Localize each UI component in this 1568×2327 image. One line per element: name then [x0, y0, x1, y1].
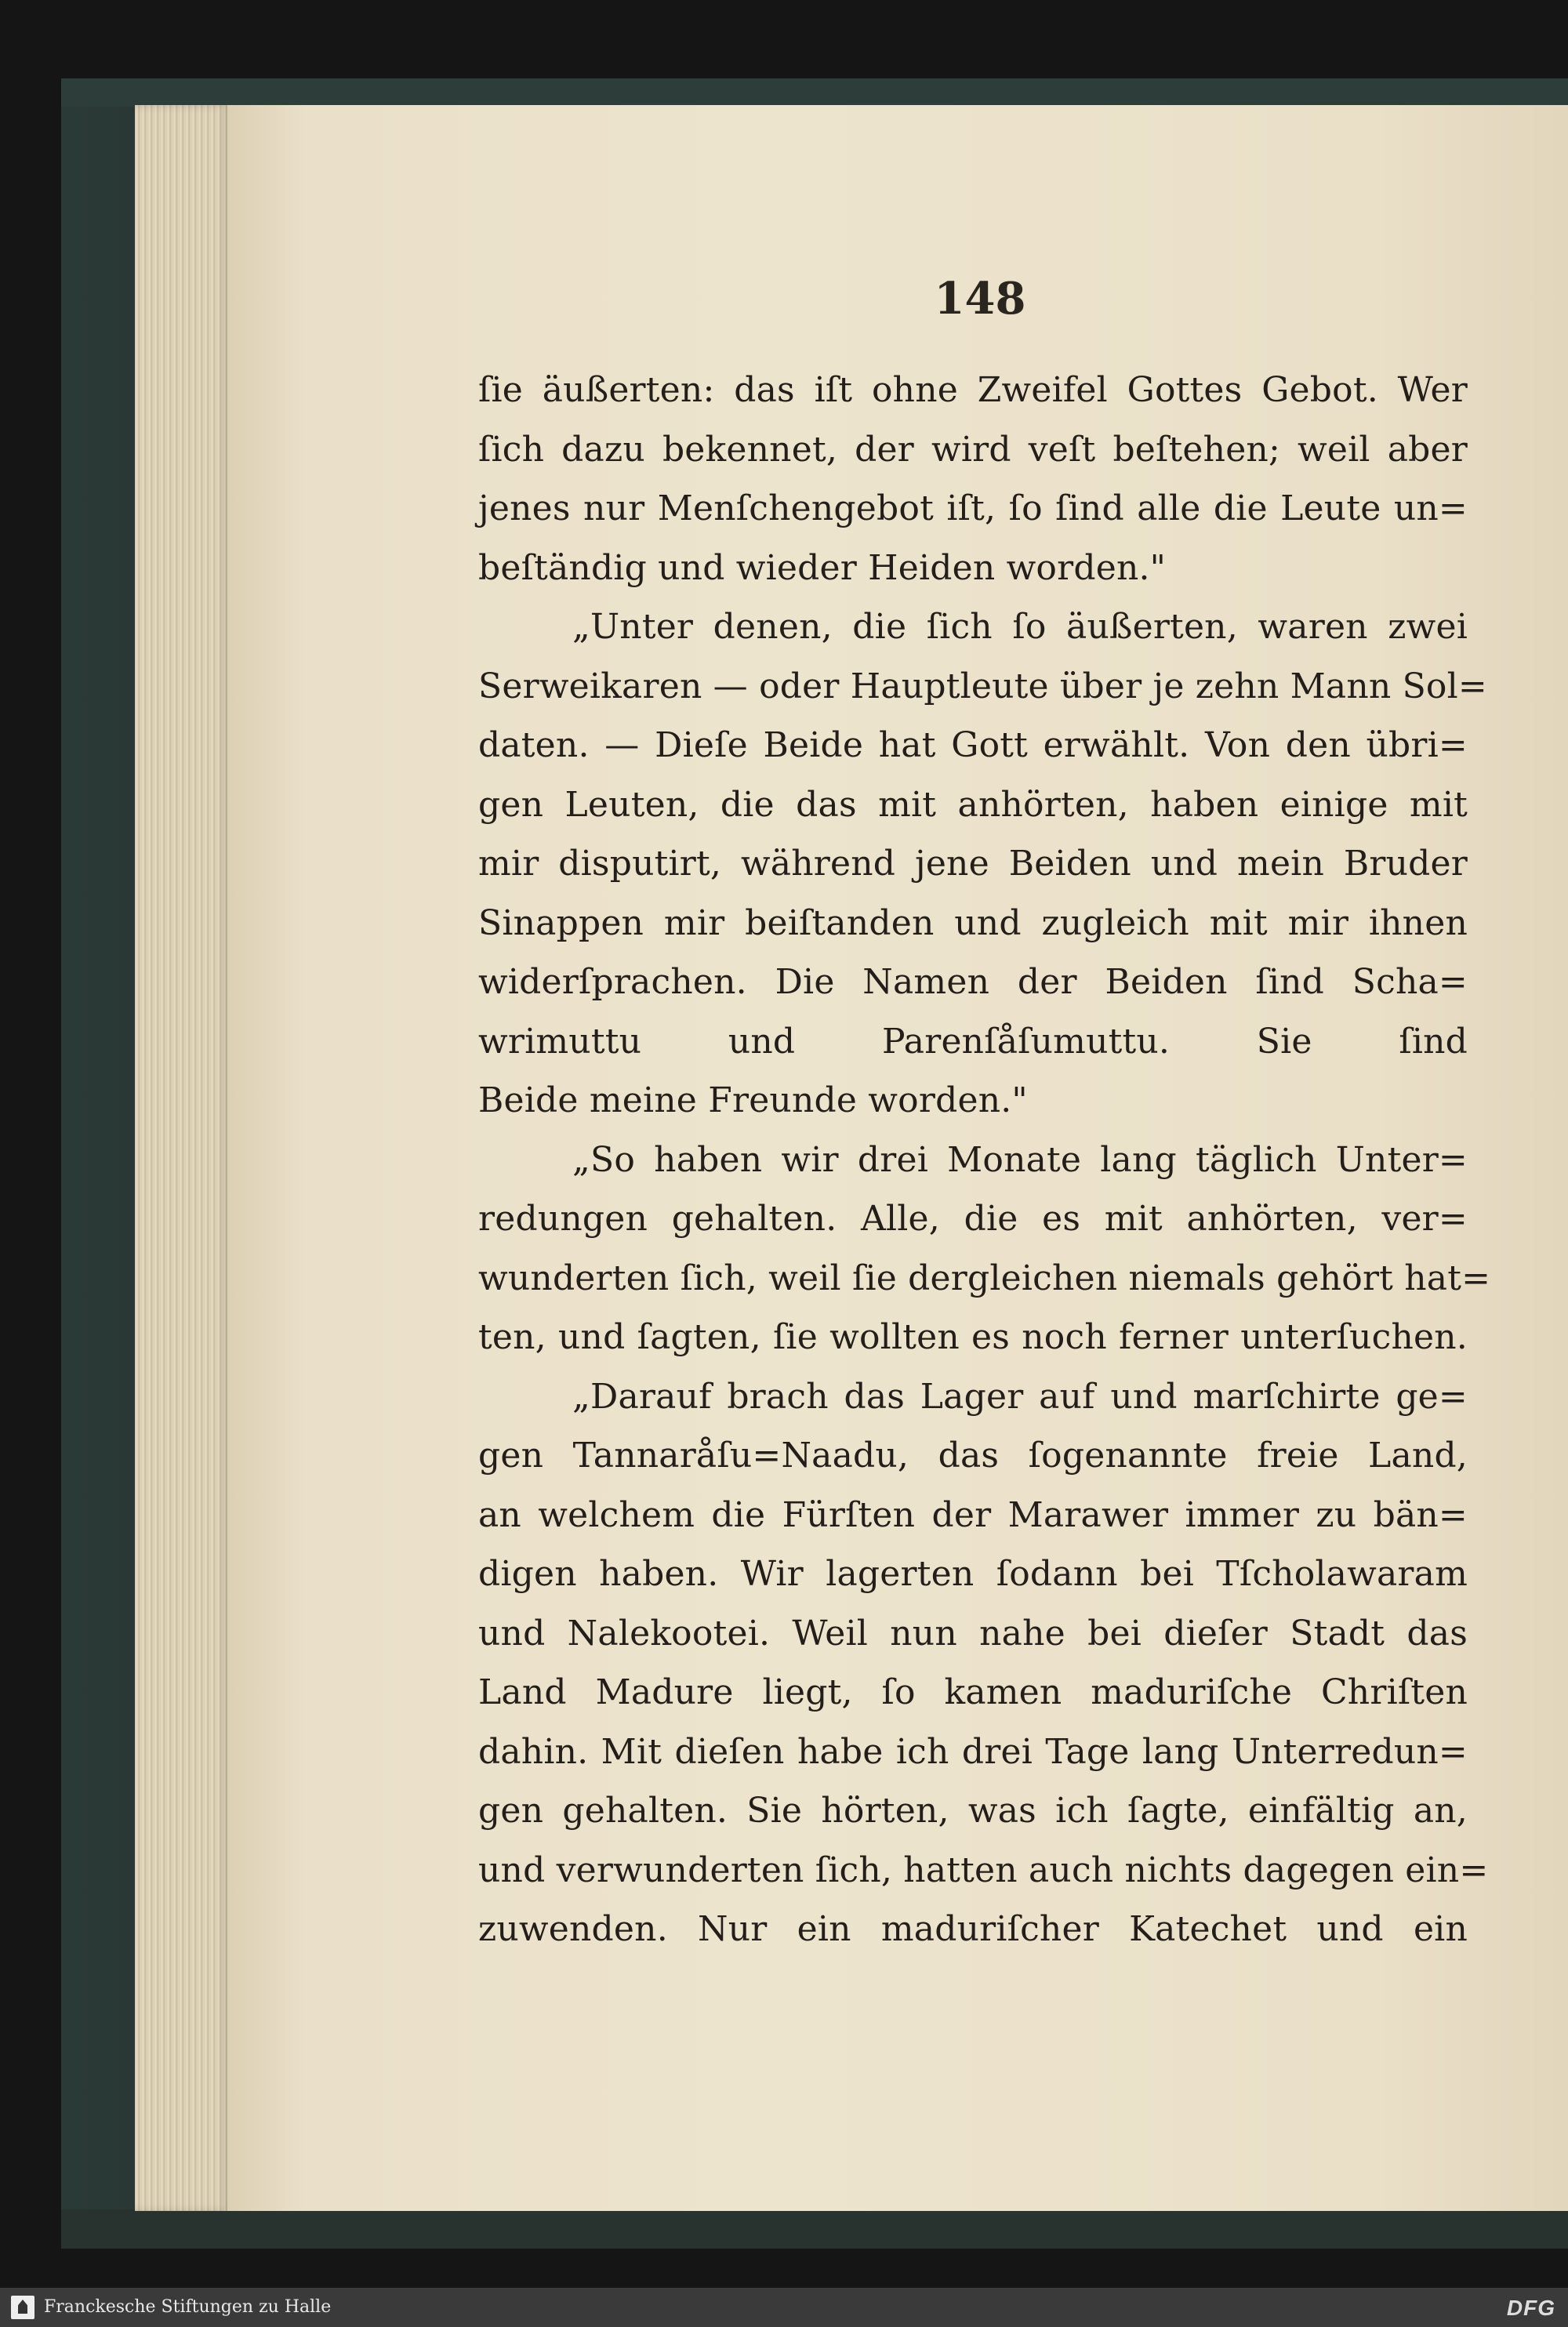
text-line: zuwenden. Nur ein maduriſcher Katechet und ein	[478, 1909, 1468, 1949]
text-line: mir disputirt, während jene Beiden und mein Bruder	[478, 844, 1468, 884]
text-line: gen Leuten, die das mit anhörten, haben einige mit	[478, 784, 1468, 825]
text-line: wrimuttu und Parenſåſumuttu. Sie ſind	[478, 1021, 1468, 1062]
text-line: jenes nur Menſchengebot iſt, ſo ſind alle die Leute un=	[478, 488, 1468, 528]
page-number: 148	[934, 273, 1026, 325]
text-line: widerſprachen. Die Namen der Beiden ſind Scha=	[478, 962, 1468, 1002]
viewer-footer	[0, 2288, 1568, 2327]
text-line: ſich dazu bekennet, der wird veſt beſtehen; weil aber	[478, 429, 1468, 470]
text-line: wunderten ſich, weil ſie dergleichen niemals gehört hat=	[478, 1258, 1491, 1298]
page-text	[478, 361, 1491, 1959]
text-line: gen gehalten. Sie hörten, was ich ſagte, einfältig an,	[478, 1791, 1468, 1831]
text-line: redungen gehalten. Alle, die es mit anhörten, ver=	[478, 1199, 1468, 1239]
text-line: und verwunderten ſich, hatten auch nichts dagegen ein=	[478, 1850, 1489, 1890]
text-line: digen haben. Wir lagerten ſodann bei Tſcholawaram	[478, 1554, 1468, 1594]
page-block-edges	[135, 105, 229, 2211]
text-line: ſie äußerten: das iſt ohne Zweifel Gottes Gebot. Wer	[478, 370, 1468, 410]
book-cover-bottom-edge	[61, 2209, 1568, 2249]
text-line: gen Tannaråſu=Naadu, das ſogenannte freie Land,	[478, 1436, 1468, 1476]
text-line: „Darauf brach das Lager auf und marſchirte ge=	[572, 1376, 1468, 1417]
text-line: „So haben wir drei Monate lang täglich Unter=	[572, 1139, 1468, 1180]
text-line: beſtändig und wieder Heiden worden."	[478, 547, 1167, 588]
book-cover-top-edge	[61, 78, 1568, 107]
institution-name: Franckesche Stiftungen zu Halle	[44, 2297, 332, 2317]
institution-logo-icon	[11, 2296, 34, 2319]
text-line: an welchem die Fürſten der Marawer immer zu bän=	[478, 1494, 1468, 1535]
text-line: Land Madure liegt, ſo kamen maduriſche Chriſten	[478, 1672, 1468, 1712]
text-line: und Nalekootei. Weil nun nahe bei dieſer Stadt das	[478, 1613, 1468, 1654]
text-line: ten, und ſagten, ſie wollten es noch ferner unterſuchen.	[478, 1317, 1468, 1357]
text-line: „Unter denen, die ſich ſo äußerten, waren zwei	[572, 607, 1468, 647]
text-line: Serweikaren — oder Hauptleute über je zehn Mann Sol=	[478, 666, 1487, 706]
text-line: Beide meine Freunde worden."	[478, 1080, 1028, 1120]
text-line: daten. — Dieſe Beide hat Gott erwählt. Von den übri=	[478, 725, 1468, 765]
text-line: Sinappen mir beiſtanden und zugleich mit mir ihnen	[478, 902, 1468, 943]
dfg-logo: DFG	[1506, 2296, 1555, 2320]
text-line: dahin. Mit dieſen habe ich drei Tage lang Unterredun=	[478, 1731, 1468, 1772]
